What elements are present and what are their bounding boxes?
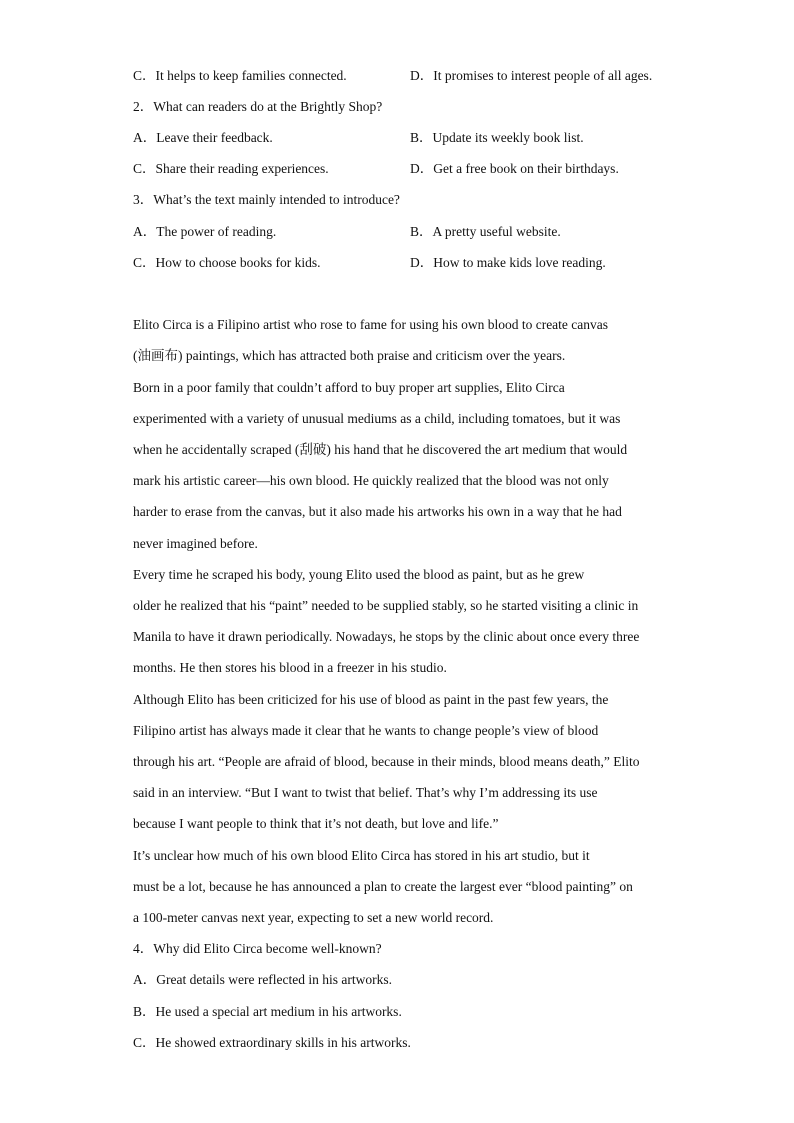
q4-option-b: B．He used a special art medium in his artworks.: [133, 1004, 402, 1019]
q3-option-d: D．How to make kids love reading.: [410, 255, 606, 270]
passage-line: through his art. “People are afraid of blood, because in their minds, blood means death,” Elito: [133, 754, 640, 769]
passage-line: harder to erase from the canvas, but it also made his artworks his own in a way that he had: [133, 504, 622, 519]
q4-option-c: C．He showed extraordinary skills in his artworks.: [133, 1035, 411, 1050]
passage-line: Elito Circa is a Filipino artist who rose to fame for using his own blood to create canvas: [133, 317, 609, 332]
q1-option-c: C．It helps to keep families connected.: [133, 68, 347, 83]
q4-option-a: A．Great details were reflected in his artworks.: [133, 972, 393, 987]
q3-stem: 3．What’s the text mainly intended to introduce?: [133, 192, 400, 207]
passage-line: when he accidentally scraped (刮破) his hand that he discovered the art medium that would: [133, 442, 628, 457]
passage-line: mark his artistic career—his own blood. He quickly realized that the blood was not only: [133, 473, 609, 488]
q2-stem: 2．What can readers do at the Brightly Shop?: [133, 99, 383, 114]
passage-line: because I want people to think that it’s not death, but love and life.”: [133, 816, 499, 831]
passage-line: older he realized that his “paint” needed to be supplied stably, so he started visiting a clinic in: [133, 598, 639, 613]
passage-line: must be a lot, because he has announced a plan to create the largest ever “blood painting” on: [133, 879, 633, 894]
q2-option-a: A．Leave their feedback.: [133, 130, 273, 145]
passage-line: Every time he scraped his body, young Elito used the blood as paint, but as he grew: [133, 567, 585, 582]
passage-line: experimented with a variety of unusual mediums as a child, including tomatoes, but it was: [133, 411, 621, 426]
passage-line: (油画布) paintings, which has attracted both praise and criticism over the years.: [133, 348, 566, 363]
q2-option-b: B．Update its weekly book list.: [410, 130, 584, 145]
q2-option-c: C．Share their reading experiences.: [133, 161, 329, 176]
q3-option-a: A．The power of reading.: [133, 224, 277, 239]
passage-line: months. He then stores his blood in a freezer in his studio.: [133, 660, 447, 675]
passage-line: a 100-meter canvas next year, expecting to set a new world record.: [133, 910, 494, 925]
passage-line: never imagined before.: [133, 536, 258, 551]
passage-line: It’s unclear how much of his own blood Elito Circa has stored in his art studio, but it: [133, 848, 590, 863]
q2-option-d: D．Get a free book on their birthdays.: [410, 161, 619, 176]
passage-line: Although Elito has been criticized for his use of blood as paint in the past few years, the: [133, 692, 609, 707]
q4-stem: 4．Why did Elito Circa become well-known?: [133, 941, 382, 956]
passage-line: said in an interview. “But I want to twist that belief. That’s why I’m addressing its use: [133, 785, 598, 800]
passage-line: Manila to have it drawn periodically. Nowadays, he stops by the clinic about once every three: [133, 629, 640, 644]
passage-line: Born in a poor family that couldn’t afford to buy proper art supplies, Elito Circa: [133, 380, 565, 395]
q1-option-d: D．It promises to interest people of all ages.: [410, 68, 653, 83]
passage-line: Filipino artist has always made it clear that he wants to change people’s view of blood: [133, 723, 599, 738]
q3-option-b: B．A pretty useful website.: [410, 224, 561, 239]
q3-option-c: C．How to choose books for kids.: [133, 255, 321, 270]
